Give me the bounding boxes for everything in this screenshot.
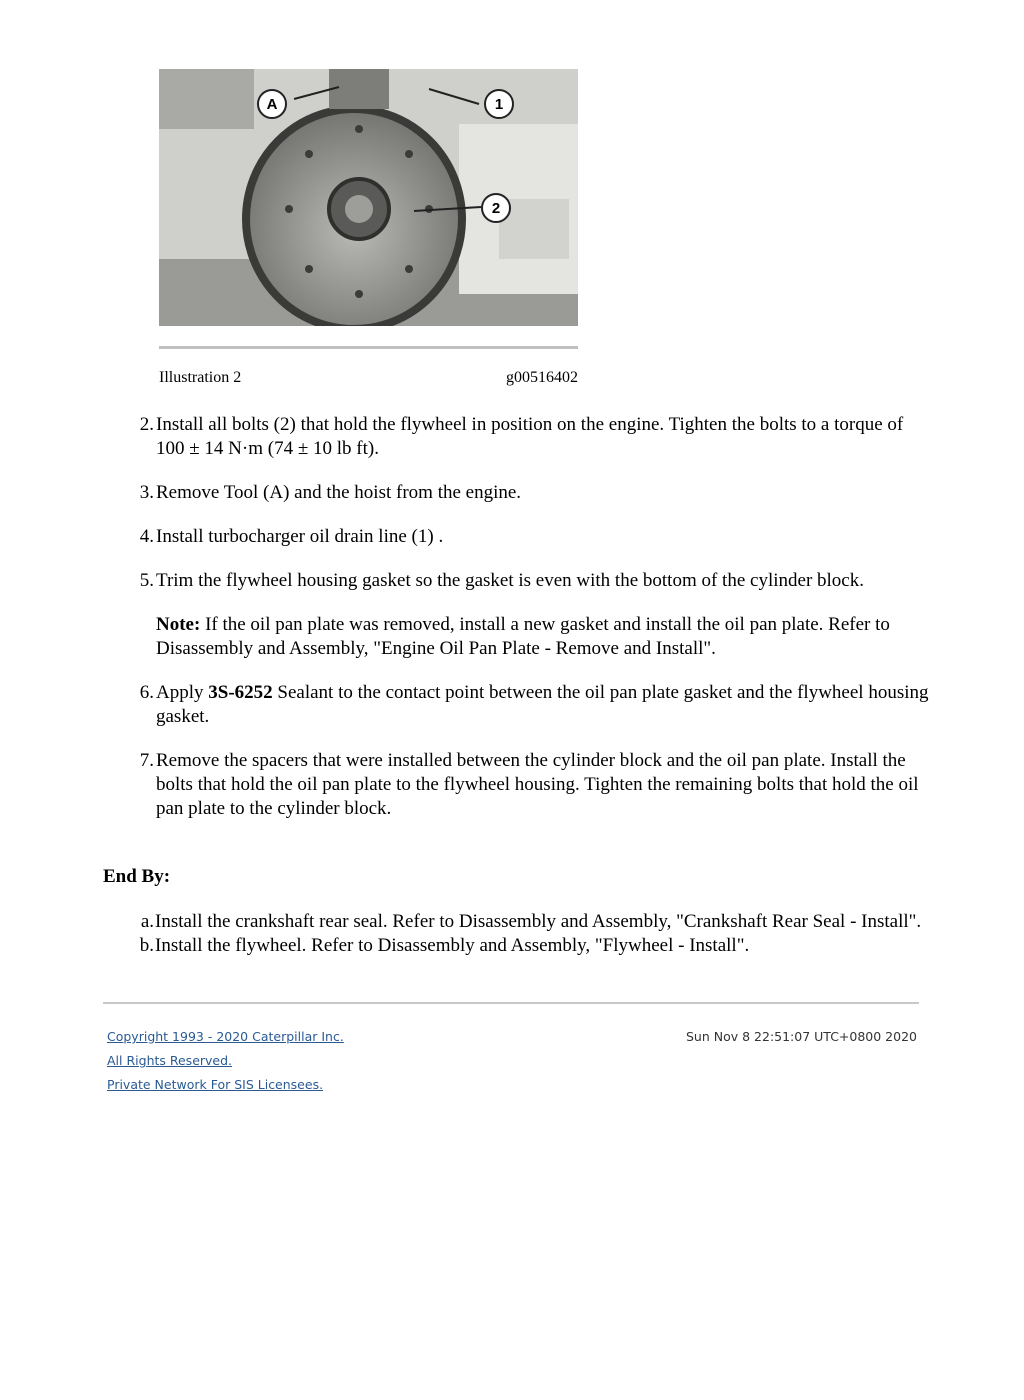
step-number: 4. [139,526,154,547]
step-item [100,413,930,461]
step-prefix: Apply [156,682,209,703]
end-by-item [100,934,930,958]
step-text: Remove Tool (A) and the hoist from the engine. [156,482,522,503]
network-link[interactable]: Private Network For SIS Licensees. [107,1077,324,1092]
step-text: Trim the flywheel housing gasket so the gasket is even with the bottom of the cylinder block. [156,570,864,591]
end-by-list [100,910,930,958]
step-text: Remove the spacers that were installed between the cylinder block and the oil pan plate. Install the bolts that hold the oil pan plate to the flywheel housing. Tighten the remaining bolts that hold the oil pan plate to the cylinder block. [156,750,919,819]
part-number: 3S-6252 [208,682,273,703]
step-suffix: Sealant to the contact point between the oil pan plate gasket and the flywheel housing gasket. [156,682,929,727]
caption-label: Illustration 2 [159,369,242,386]
footer [107,1025,917,1097]
step-text [156,681,930,729]
caption-id: g00516402 [506,369,578,386]
end-by-heading: End By: [103,866,171,887]
procedure-steps [100,413,930,841]
step-item [100,569,930,661]
copyright-link[interactable]: Copyright 1993 - 2020 Caterpillar Inc. [107,1029,344,1044]
item-text: Install the flywheel. Refer to Disassembly and Assembly, "Flywheel - Install". [155,935,750,956]
step-number: 2. [139,414,154,435]
step-text: Install all bolts (2) that hold the flywheel in position on the engine. Tighten the bolts to a torque of 100 ± 14 N·m (74 ± 10 lb ft). [156,414,904,459]
note-text: If the oil pan plate was removed, install a new gasket and install the oil pan plate. Refer to Disassembly and Assembly, "Engine Oil Pan Plate - Remove and Install". [156,614,890,659]
step-number: 5. [139,570,154,591]
callout-1: 1 [484,89,514,119]
step-item [100,681,930,729]
callout-2: 2 [481,193,511,223]
note [156,613,930,661]
step-item [100,525,930,549]
step-number: 7. [139,750,154,771]
rights-link[interactable]: All Rights Reserved. [107,1053,233,1068]
step-item [100,481,930,505]
note-label: Note: [156,614,201,635]
callout-a: A [257,89,287,119]
step-text: Install turbocharger oil drain line (1) . [156,526,444,547]
step-number: 6. [139,682,154,703]
step-item [100,749,930,821]
footer-divider [103,1002,919,1004]
timestamp: Sun Nov 8 22:51:07 UTC+0800 2020 [685,1029,917,1044]
flywheel-illustration [159,69,578,326]
item-text: Install the crankshaft rear seal. Refer to Disassembly and Assembly, "Crankshaft Rear Seal - Install". [155,911,922,932]
item-letter: b. [139,935,154,956]
end-by-item [100,910,930,934]
illustration-caption [159,369,578,387]
item-letter: a. [140,911,154,932]
caption-divider [159,346,578,349]
step-number: 3. [139,482,154,503]
